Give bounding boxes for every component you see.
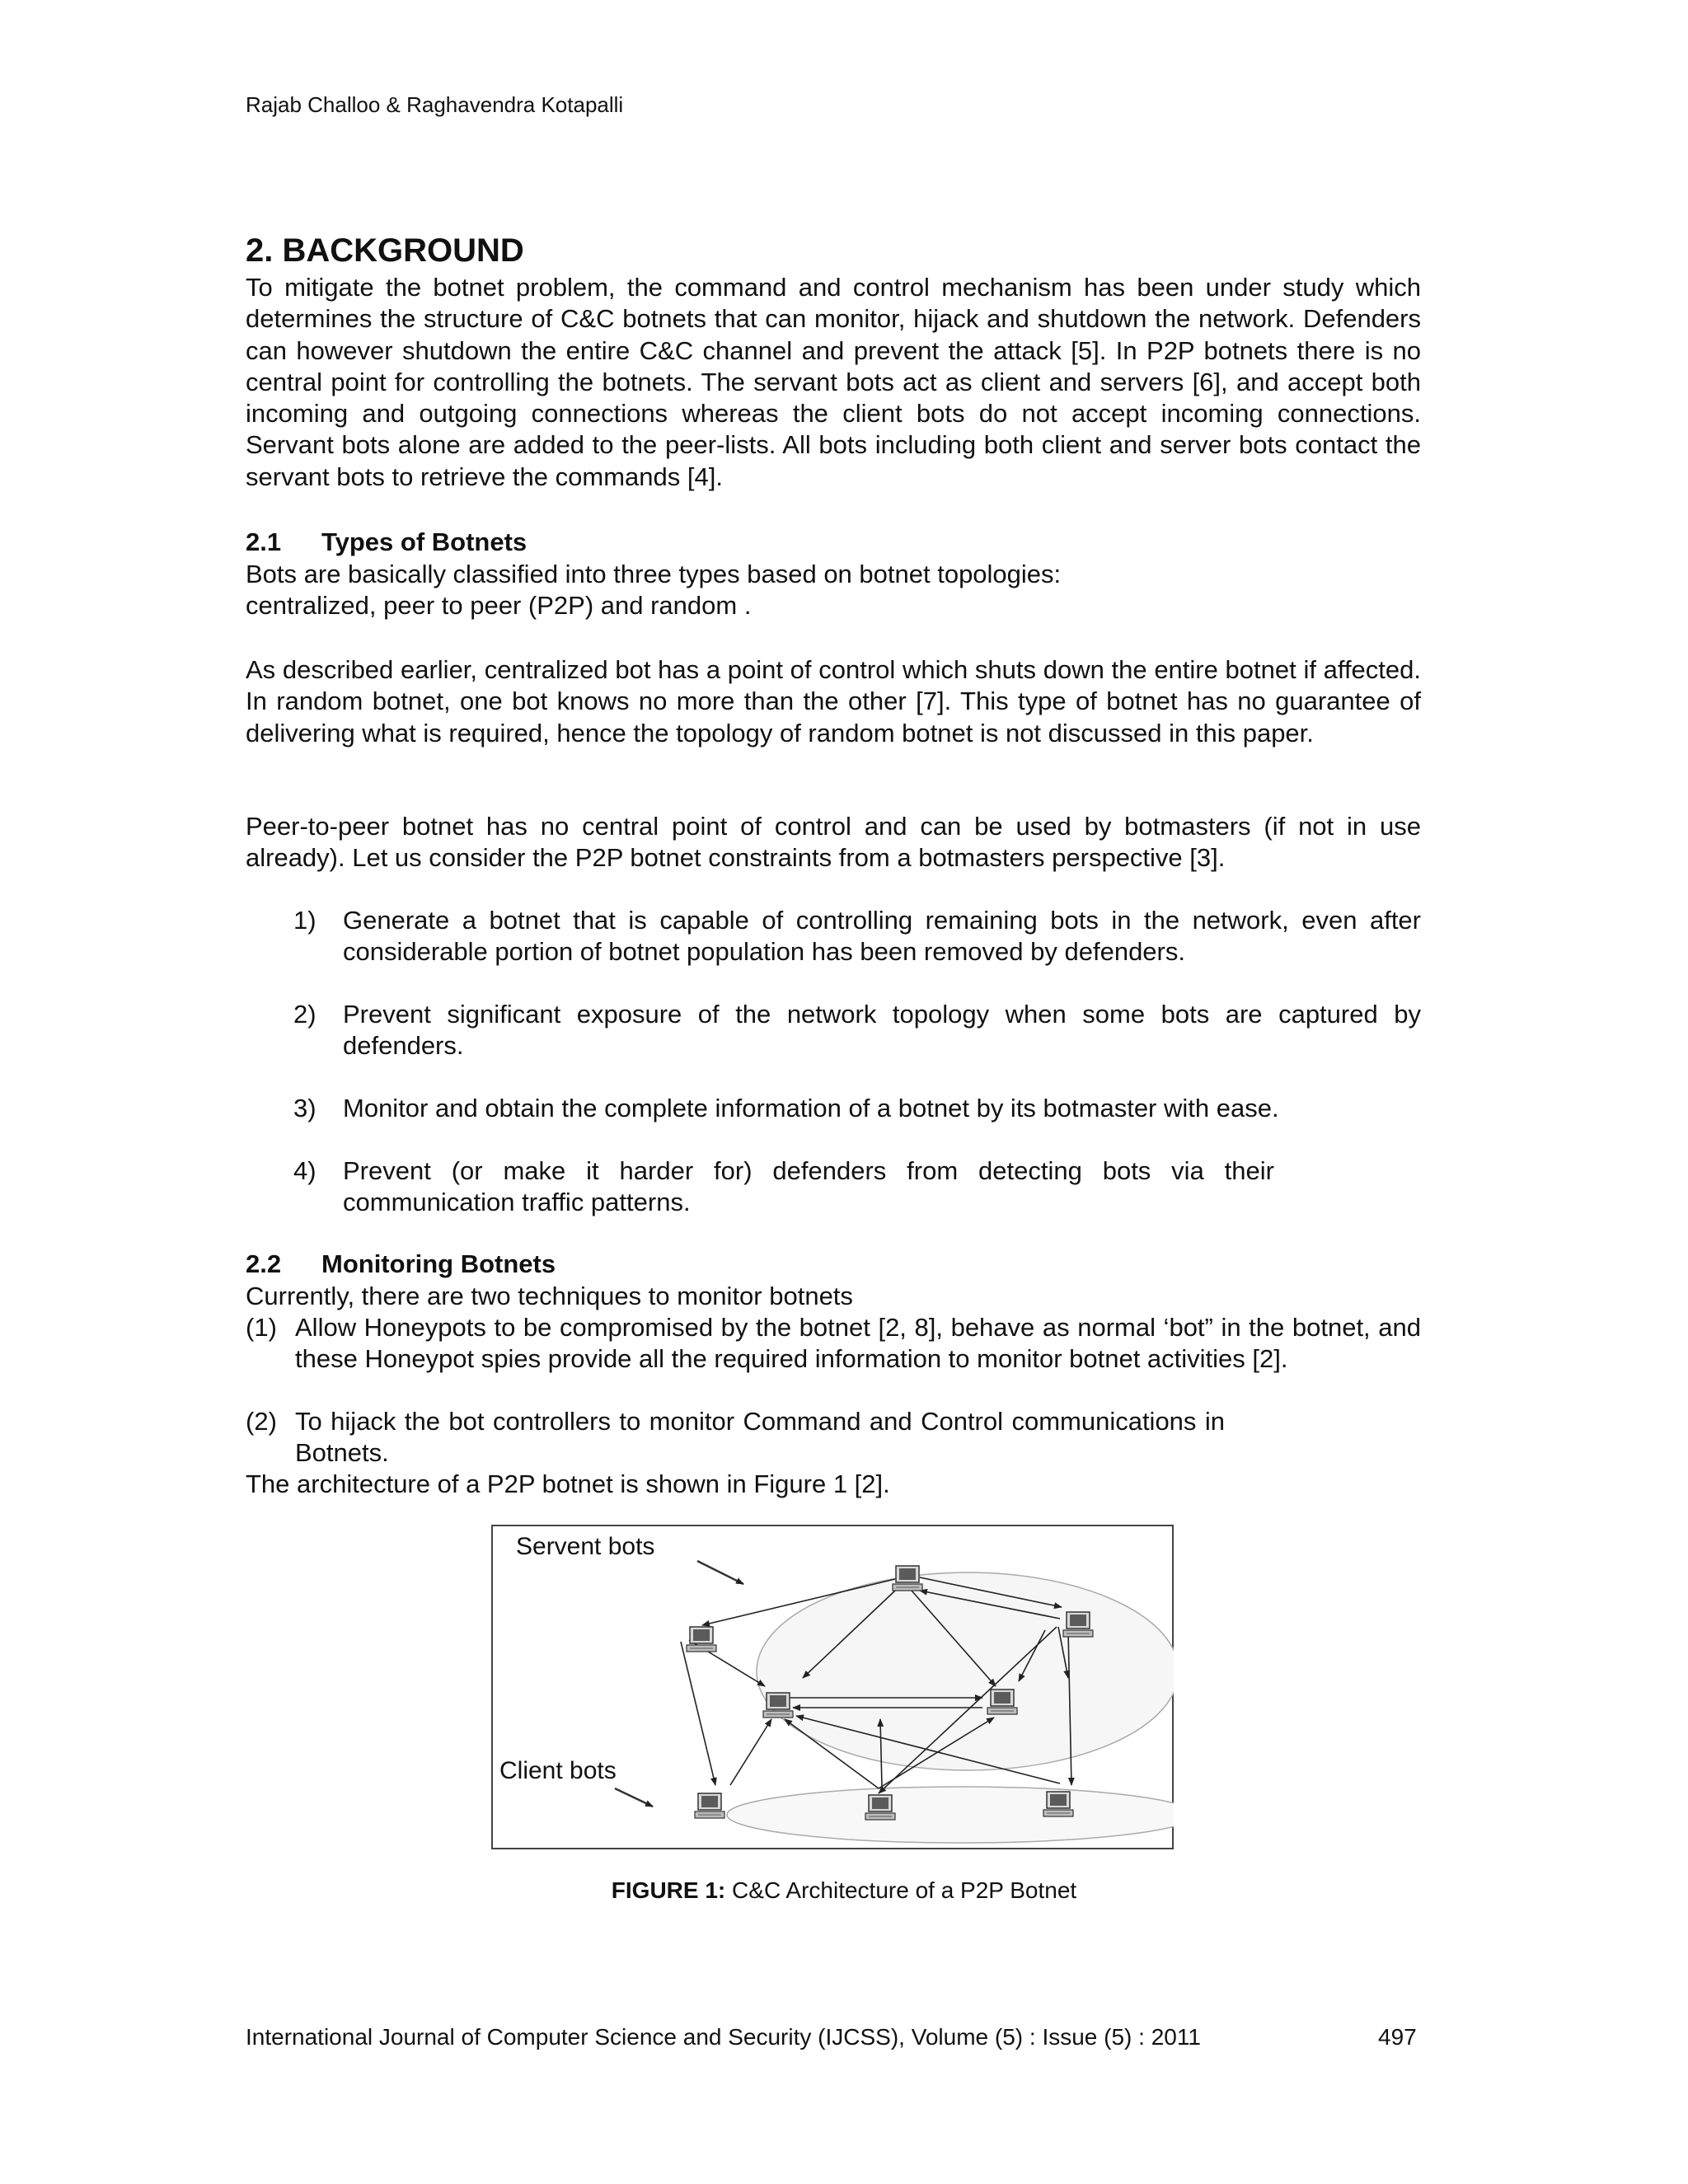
list-item-number: (1) (246, 1313, 277, 1342)
monitoring-intro: Currently, there are two techniques to monitor botnets (246, 1282, 853, 1310)
servent-bot-pc (1063, 1612, 1093, 1637)
servent-bot-pc (687, 1627, 716, 1652)
centralized-paragraph: As described earlier, centralized bot has a point of control which shuts down the entire botnet if affected. In random botnet, one bot knows no more than the other [7]. This type of botnet has no guarantee of delivering what is required, hence the topology of random botnet is not discussed in this paper. (246, 655, 1421, 748)
servent-bot-pc (987, 1690, 1017, 1714)
figure-caption-text: C&C Architecture of a P2P Botnet (725, 1877, 1077, 1903)
list-item-number: 1) (293, 906, 316, 935)
figure-p2p-architecture (491, 1525, 1174, 1849)
servent-bot-pc (893, 1566, 922, 1591)
list-item-number: 2) (293, 1000, 316, 1029)
subsection-title: Monitoring Botnets (321, 1249, 556, 1278)
list-item-text: Generate a botnet that is capable of controlling remaining bots in the network, even after considerable portion of botnet population has been removed by defenders. (343, 906, 1421, 967)
client-bot-pc (1043, 1792, 1073, 1816)
servent-ellipse (757, 1572, 1174, 1770)
servent-bot-pc (763, 1693, 793, 1718)
architecture-diagram (491, 1525, 1174, 1849)
subsection-title: Types of Botnets (321, 527, 528, 556)
page-number: 497 (1378, 2024, 1417, 2050)
subsection-number: 2.2 (246, 1249, 282, 1278)
footer-journal: International Journal of Computer Science and Security (IJCSS), Volume (5) : Issue (5) : 2011 (246, 2024, 1201, 2050)
list-item-number: 4) (293, 1156, 316, 1185)
subsection-2-1-heading (246, 527, 527, 557)
list-item-number: 3) (293, 1094, 316, 1122)
background-paragraph: To mitigate the botnet problem, the command and control mechanism has been under study which determines the structure of C&C botnets that can monitor, hijack and shutdown the network. Defenders can however shutdown the entire C&C channel and prevent the attack [5]. In P2P botnets there is no central point for controlling the botnets. The servant bots act as client and servers [6], and accept both incoming and outgoing connections whereas the client bots do not accept incoming connections. Servant bots alone are added to the peer-lists. All bots including both client and server bots contact the servant bots to retrieve the commands [4]. (246, 273, 1421, 491)
figure-reference-line: The architecture of a P2P botnet is shown in Figure 1 [2]. (246, 1469, 890, 1498)
p2p-paragraph: Peer-to-peer botnet has no central point of control and can be used by botmasters (if not in use already). Let us consider the P2P botnet constraints from a botmasters perspective [3]. (246, 812, 1421, 873)
running-header-authors: Rajab Challoo & Raghavendra Kotapalli (246, 92, 624, 117)
list-item-text: Monitor and obtain the complete information of a botnet by its botmaster with ease. (343, 1094, 1279, 1122)
list-item-text: Prevent significant exposure of the network topology when some bots are captured by defenders. (343, 1000, 1421, 1061)
subsection-2-2-heading (246, 1249, 556, 1279)
figure-caption (0, 1877, 1688, 1904)
list-item-number: (2) (246, 1407, 277, 1436)
list-item-text: To hijack the bot controllers to monitor Command and Control communications in Botnets. (295, 1407, 1225, 1468)
servent-bots-label: Servent bots (516, 1533, 655, 1560)
list-item-text: Allow Honeypots to be compromised by the botnet [2, 8], behave as normal ‘bot” in the botnet, and these Honeypot spies provide all the required information to monitor botnet activities [2]. (295, 1313, 1421, 1374)
client-bot-pc (865, 1795, 895, 1820)
subsection-number: 2.1 (246, 527, 282, 556)
client-ellipse (727, 1787, 1174, 1843)
section-title: 2. BACKGROUND (246, 232, 524, 269)
types-line-1: Bots are basically classified into three types based on botnet topologies: (246, 560, 1062, 588)
list-item-text: Prevent (or make it harder for) defenders from detecting bots via their communication traffic patterns. (343, 1156, 1274, 1217)
figure-caption-label: FIGURE 1: (611, 1877, 726, 1903)
client-bot-pc (695, 1793, 724, 1818)
types-line-2: centralized, peer to peer (P2P) and random . (246, 591, 752, 620)
client-bots-label: Client bots (499, 1757, 617, 1784)
